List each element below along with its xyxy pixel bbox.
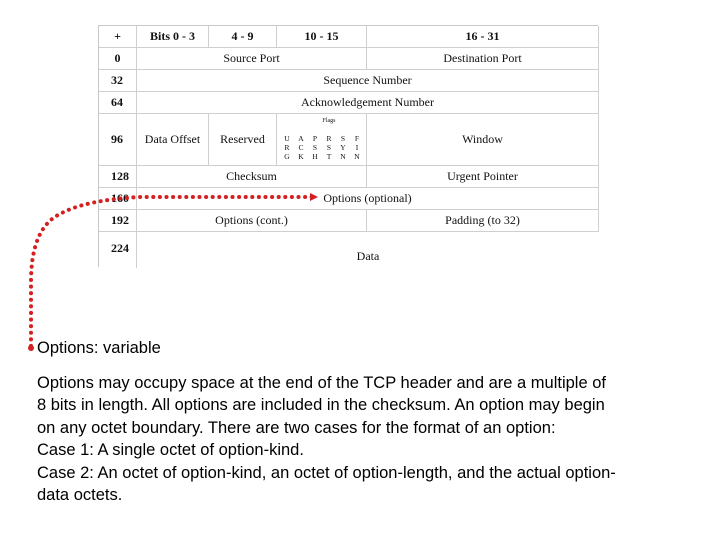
description-line: Options may occupy space at the end of the TCP header and are a multiple of <box>37 373 606 392</box>
description-line: Case 1: A single octet of option-kind. <box>37 441 304 459</box>
description-line: 8 bits in length. All options are included in the checksum. An option may begin <box>37 396 605 414</box>
row-offset-0: 0 <box>99 48 137 70</box>
col-header-bits-10-15: 10 - 15 <box>277 26 367 48</box>
col-header-bits-16-31: 16 - 31 <box>367 26 599 48</box>
description-line: data octets. <box>37 486 123 504</box>
sequence-number-field: Sequence Number <box>137 70 599 92</box>
source-port-field: Source Port <box>137 48 367 70</box>
flag-fin: F I N <box>354 134 360 161</box>
flag-ack: A C K <box>298 134 304 161</box>
description-line: on any octet boundary. There are two cases for the format of an option: <box>37 418 556 437</box>
col-header-bits-4-9: 4 - 9 <box>209 26 277 48</box>
flag-syn: S Y N <box>340 134 346 161</box>
destination-port-field: Destination Port <box>367 48 599 70</box>
padding-field: Padding (to 32) <box>367 210 599 232</box>
acknowledgement-number-field: Acknowledgement Number <box>137 92 599 114</box>
checksum-field: Checksum <box>137 166 367 188</box>
description-title: Options: variable <box>37 339 161 357</box>
row-offset-32: 32 <box>99 70 137 92</box>
row-offset-128: 128 <box>99 166 137 188</box>
window-field: Window <box>367 114 599 166</box>
row-offset-224: 224 <box>99 232 137 268</box>
col-header-offset: + <box>99 26 137 48</box>
arrow-origin-dot <box>28 345 34 351</box>
flag-rst: R S T <box>326 134 332 161</box>
flag-urg: U R G <box>284 134 290 161</box>
data-field: Data <box>137 232 599 268</box>
row-offset-192: 192 <box>99 210 137 232</box>
options-cont-field: Options (cont.) <box>137 210 367 232</box>
urgent-pointer-field: Urgent Pointer <box>367 166 599 188</box>
data-offset-field: Data Offset <box>137 114 209 166</box>
col-header-bits-0-3: Bits 0 - 3 <box>137 26 209 48</box>
description-line: Case 2: An octet of option-kind, an octet of option-length, and the actual option- <box>37 463 616 482</box>
options-description <box>37 337 687 507</box>
row-offset-64: 64 <box>99 92 137 114</box>
options-field: Options (optional) <box>137 188 599 210</box>
options-callout-arrow <box>31 197 316 346</box>
row-offset-160: 160 <box>99 188 137 210</box>
reserved-field: Reserved <box>209 114 277 166</box>
flag-psh: P S H <box>312 134 318 161</box>
flags-label: Flags <box>322 118 336 124</box>
row-offset-96: 96 <box>99 114 137 166</box>
